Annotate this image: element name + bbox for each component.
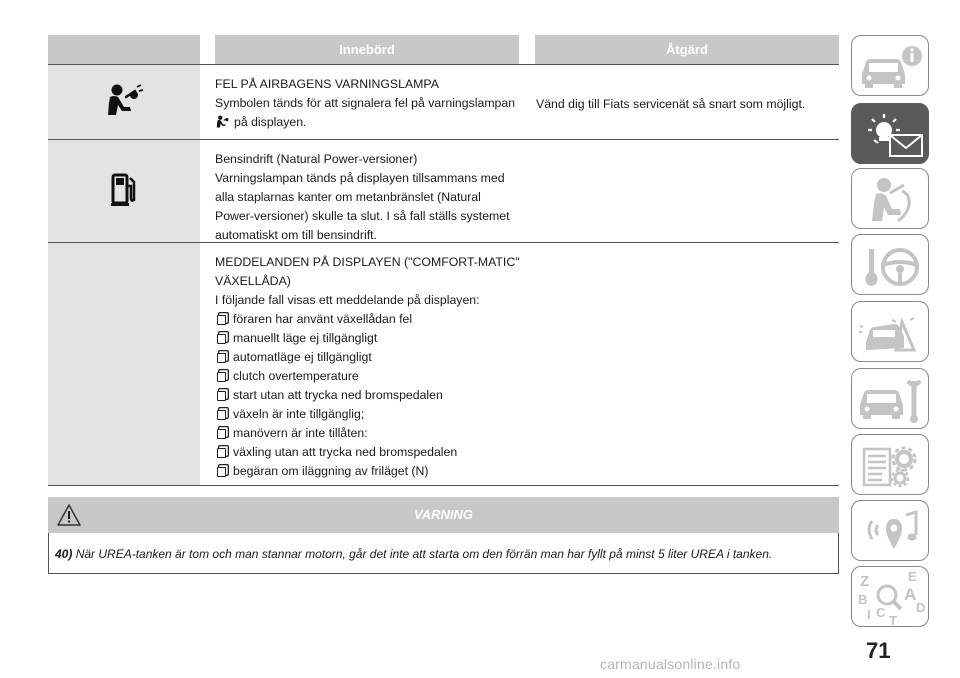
list-item: [215, 443, 525, 462]
row-title: FEL PÅ AIRBAGENS VARNINGSLAMPA: [215, 77, 439, 91]
airbag-warning-icon: [215, 115, 231, 129]
fuel-pump-icon: [110, 172, 138, 208]
row-title: MEDDELANDEN PÅ DISPLAYEN ("COMFORT-MATIC": [215, 255, 520, 269]
alphabetical-index-icon: [852, 567, 930, 628]
description-text: alla staplarnas kanter om metanbränslet (Natural: [215, 190, 481, 204]
index-letter: T: [889, 613, 897, 628]
list-item: [215, 310, 525, 329]
warning-lights-table: [48, 35, 839, 486]
index-letter: Z: [860, 573, 870, 590]
nav-tab-multimedia[interactable]: [851, 500, 929, 561]
car-crash-icon: [852, 302, 930, 363]
index-letter: B: [858, 592, 868, 607]
checkbox-bullet-icon: [217, 353, 226, 363]
index-letter: E: [908, 569, 917, 584]
car-service-wrench-icon: [852, 369, 930, 430]
description-text-line2: [215, 113, 525, 132]
nav-tab-maintenance[interactable]: [851, 368, 929, 429]
airbag-seat-icon: [852, 169, 930, 230]
list-item: [215, 405, 525, 424]
description-text: automatiskt om till bensindrift.: [215, 228, 377, 242]
list-item-text: föraren har använt växellådan fel: [233, 312, 413, 326]
warning-header: [48, 497, 839, 533]
warning-number: 40): [55, 547, 73, 561]
warning-body: [48, 533, 839, 574]
index-letter: C: [876, 605, 886, 620]
nav-tab-index[interactable]: [851, 566, 929, 627]
table-header: [48, 35, 839, 64]
list-item: [215, 462, 525, 481]
index-letter: D: [916, 600, 926, 615]
nav-tab-emergency[interactable]: [851, 301, 929, 362]
car-info-icon: [852, 36, 930, 97]
icon-cell: [48, 65, 200, 139]
checkbox-bullet-icon: [217, 429, 226, 439]
list-item-text: clutch overtemperature: [233, 369, 359, 383]
row-title: VÄXELLÅDA): [215, 274, 291, 288]
list-item-text: start utan att trycka ned bromspedalen: [233, 388, 443, 402]
description-text: Symbolen tänds för att signalera fel på varningslampan: [215, 96, 516, 110]
nav-tab-car-info[interactable]: [851, 35, 929, 96]
warning-text: När UREA-tanken är tom och man stannar motorn, går det inte att starta om den förrän man har fyllt på minst 5 liter UREA i tanken.: [75, 547, 773, 561]
nav-tab-warning-lights[interactable]: [851, 103, 929, 164]
index-letter: A: [904, 585, 917, 604]
checkbox-bullet-icon: [217, 391, 226, 401]
table-row: [48, 242, 839, 486]
checkbox-bullet-icon: [217, 315, 226, 325]
index-letter: I: [867, 607, 871, 622]
nav-tab-specifications[interactable]: [851, 434, 929, 495]
list-item-text: manuellt läge ej tillgängligt: [233, 331, 378, 345]
checkbox-bullet-icon: [217, 467, 226, 477]
specs-gear-icon: [852, 435, 930, 496]
nav-tab-starting-driving[interactable]: [851, 234, 929, 295]
table-row: [48, 139, 839, 242]
action-cell: Vänd dig till Fiats servicenät så snart som möjligt.: [536, 97, 806, 111]
description-cell: [215, 65, 525, 136]
list-item: [215, 367, 525, 386]
checkbox-bullet-icon: [217, 410, 226, 420]
list-item: [215, 386, 525, 405]
header-icon-column: [48, 35, 200, 64]
watermark: carmanualsonline.info: [600, 656, 741, 672]
multimedia-icon: [852, 501, 930, 562]
airbag-warning-icon: [104, 83, 144, 119]
table-row: [48, 64, 839, 139]
description-text: Varningslampan tänds på displayen tillsammans med: [215, 171, 505, 185]
icon-cell: [48, 243, 200, 485]
list-item-text: automatläge ej tillgängligt: [233, 350, 372, 364]
icon-cell: [48, 140, 200, 242]
header-description: Innebörd: [215, 35, 519, 64]
description-text: I följande fall visas ett meddelande på displayen:: [215, 293, 480, 307]
key-steering-wheel-icon: [852, 235, 930, 296]
warning-light-message-icon: [852, 104, 930, 165]
list-item: [215, 329, 525, 348]
list-item-text: begäran om iläggning av friläget (N): [233, 464, 429, 478]
list-item-text: växling utan att trycka ned bromspedalen: [233, 445, 458, 459]
description-text-end: på displayen.: [234, 115, 307, 129]
checkbox-bullet-icon: [217, 334, 226, 344]
description-cell: [215, 140, 525, 249]
nav-tab-safety[interactable]: [851, 168, 929, 229]
checkbox-bullet-icon: [217, 448, 226, 458]
list-item: [215, 348, 525, 367]
description-cell: [215, 243, 525, 485]
warning-title: VARNING: [414, 507, 473, 522]
description-text: Power-versioner) skulle ta slut. I så fall ställs systemet: [215, 209, 510, 223]
list-item: [215, 424, 525, 443]
checkbox-bullet-icon: [217, 372, 226, 382]
list-item-text: växeln är inte tillgänglig;: [233, 407, 365, 421]
list-item-text: manövern är inte tillåten:: [233, 426, 368, 440]
page-number: 71: [866, 638, 891, 663]
row-title: Bensindrift (Natural Power-versioner): [215, 152, 418, 166]
warning-text-line: [55, 547, 772, 561]
header-action: Åtgärd: [535, 35, 839, 64]
